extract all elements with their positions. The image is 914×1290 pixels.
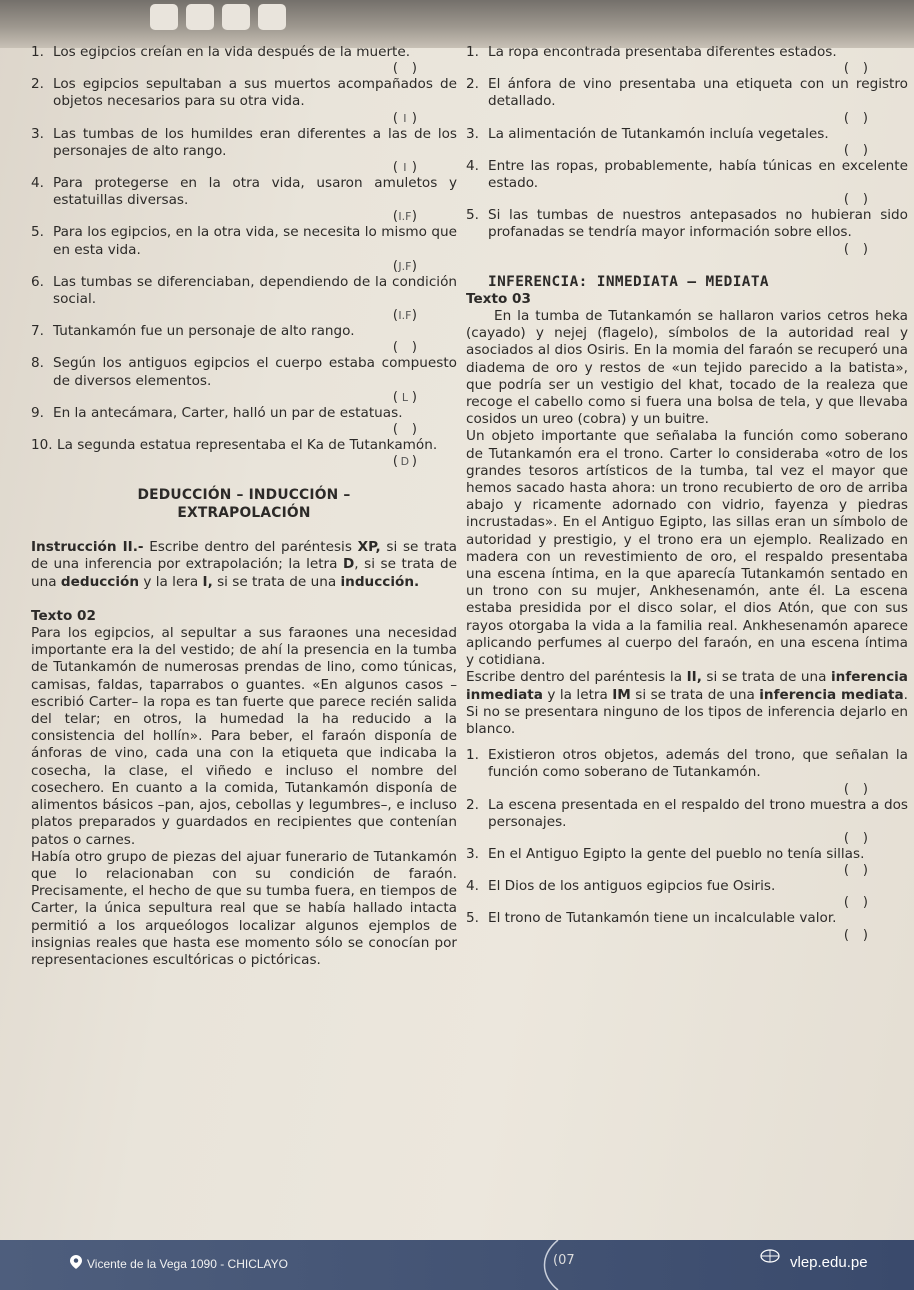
item-text: Tutankamón fue un personaje de alto rango. xyxy=(53,323,355,340)
item-text: La alimentación de Tutankamón incluía vegetales. xyxy=(488,125,829,142)
item-number: 5. xyxy=(466,207,479,224)
item-text: La segunda estatua representaba el Ka de Tutankamón. xyxy=(57,437,438,454)
paren-open: ( xyxy=(843,830,849,846)
paren-close: ) xyxy=(411,422,417,438)
paren-close: ) xyxy=(411,209,417,225)
list-item xyxy=(466,126,908,158)
instruction-text: Escribe dentro del paréntesis la xyxy=(466,669,687,686)
list-item xyxy=(31,126,457,175)
paren-open: ( xyxy=(843,61,849,77)
handwritten-answer: I.F xyxy=(398,309,412,323)
instruction-2 xyxy=(31,539,457,591)
paren-close: ) xyxy=(411,160,417,176)
item-text: Existieron otros objetos, además del trono, que señalan la función como soberano de Tutankamón. xyxy=(488,747,908,781)
paren-open: ( xyxy=(392,308,398,324)
paren-close: ) xyxy=(411,61,417,77)
item-number: 3. xyxy=(31,125,44,142)
item-text: El ánfora de vino presentaba una etiqueta con un registro detallado. xyxy=(488,76,908,110)
handwritten-answer: J.F xyxy=(398,259,412,273)
list-item xyxy=(31,175,457,224)
paren-open: ( xyxy=(392,110,398,126)
item-text: El trono de Tutankamón tiene un incalculable valor. xyxy=(488,910,837,927)
list-item xyxy=(466,76,908,125)
item-text: En el Antiguo Egipto la gente del pueblo no tenía sillas. xyxy=(488,845,865,862)
paren-open: ( xyxy=(843,863,849,879)
answer-blank[interactable] xyxy=(466,895,908,910)
instruction-code-im: IM xyxy=(612,686,631,703)
item-number: 4. xyxy=(31,175,44,192)
item-number: 3. xyxy=(466,125,479,142)
instruction-term-induccion: inducción. xyxy=(340,573,420,590)
list-item xyxy=(31,44,457,76)
paren-open: ( xyxy=(392,340,398,356)
instruction-text: si se trata de una xyxy=(630,686,760,703)
paren-close: ) xyxy=(862,781,868,797)
header-banner xyxy=(0,0,914,48)
instruction-3 xyxy=(466,669,908,738)
list-item xyxy=(466,846,908,878)
answer-blank[interactable] xyxy=(466,928,908,943)
paren-open: ( xyxy=(843,895,849,911)
location-pin-icon xyxy=(70,1255,82,1269)
paren-open: ( xyxy=(392,258,398,274)
list-item xyxy=(31,76,457,125)
list-item xyxy=(31,323,457,355)
list-item xyxy=(466,158,908,207)
page-number: (07 xyxy=(553,1253,575,1268)
item-number: 9. xyxy=(31,404,44,421)
item-text: La escena presentada en el respaldo del trono muestra a dos personajes. xyxy=(488,796,908,830)
item-text: Para los egipcios, en la otra vida, se necesita lo mismo que en esta vida. xyxy=(53,224,457,258)
paren-open: ( xyxy=(392,422,398,438)
paren-open: ( xyxy=(843,142,849,158)
inference-list-2 xyxy=(466,44,908,257)
item-number: 1. xyxy=(31,44,44,60)
paren-close: ) xyxy=(411,308,417,324)
paren-open: ( xyxy=(392,160,398,176)
instruction-code-i: I, xyxy=(202,573,213,590)
right-column xyxy=(466,44,908,943)
paren-open: ( xyxy=(392,209,398,225)
paren-close: ) xyxy=(411,340,417,356)
instruction-code-xp: XP, xyxy=(357,539,381,556)
item-text: Para protegerse en la otra vida, usaron amuletos y estatuillas diversas. xyxy=(53,175,457,209)
item-number: 2. xyxy=(31,76,44,93)
section-title-line-2: EXTRAPOLACIÓN xyxy=(177,505,311,522)
answer-blank[interactable] xyxy=(31,61,457,76)
instruction-code-ii: II, xyxy=(686,669,702,686)
instruction-text: si se trata de una inferencia por extrapolación; la letra xyxy=(31,539,457,573)
inference-list-3 xyxy=(466,747,908,942)
footer-website[interactable]: vlep.edu.pe xyxy=(790,1254,868,1271)
paren-close: ) xyxy=(411,258,417,274)
instruction-text: Escribe dentro del paréntesis xyxy=(143,539,358,556)
handwritten-answer: I.F xyxy=(398,210,412,224)
instruction-term-mediata: inferencia mediata xyxy=(759,686,904,703)
paren-close: ) xyxy=(862,863,868,879)
section-title-deduccion xyxy=(31,486,457,522)
texto-03-paragraph-1: En la tumba de Tutankamón se hallaron varios cetros heka (cayado) y nejej (flagelo), símbolos de la autoridad real y asociados al dios Osiris. En la momia del faraón se recuperó una diadema de oro y restos de «un tejido parecido a la batista», que podría ser un vestigio del khat, tocado de la realeza que recoge el cabello como si fuera una bolsa de tela, y que llevaba cosidos un ureo (cobra) y un buitre. xyxy=(466,308,908,428)
item-number: 2. xyxy=(466,76,479,93)
answer-blank[interactable] xyxy=(466,143,908,158)
paren-open: ( xyxy=(843,192,849,208)
answer-blank[interactable] xyxy=(31,454,457,469)
instruction-text: y la letra xyxy=(542,686,613,703)
list-item xyxy=(466,747,908,796)
handwritten-answer: D xyxy=(400,455,410,469)
instruction-label: Instrucción II.- xyxy=(31,539,144,556)
paren-open: ( xyxy=(843,781,849,797)
paren-open: ( xyxy=(392,61,398,77)
texto-03-title: Texto 03 xyxy=(466,290,531,307)
list-item xyxy=(466,797,908,846)
answer-blank[interactable] xyxy=(31,390,457,405)
answer-blank[interactable] xyxy=(466,831,908,846)
answer-blank[interactable] xyxy=(466,111,908,126)
item-text: Los egipcios creían en la vida después de la muerte. xyxy=(53,44,411,60)
item-number: 1. xyxy=(466,44,479,60)
section-title-line-1: DEDUCCIÓN – INDUCCIÓN – xyxy=(137,487,351,504)
answer-blank[interactable] xyxy=(466,242,908,257)
texto-02-title: Texto 02 xyxy=(31,607,96,624)
answer-blank[interactable] xyxy=(466,192,908,207)
instruction-text: si se trata de una xyxy=(701,669,832,686)
answer-blank[interactable] xyxy=(31,111,457,126)
paren-close: ) xyxy=(862,192,868,208)
item-text: Las tumbas de los humildes eran diferentes a las de los personajes de alto rango. xyxy=(53,125,457,159)
list-item xyxy=(466,207,908,256)
list-item xyxy=(466,44,908,76)
item-text: La ropa encontrada presentaba diferentes estados. xyxy=(488,44,837,60)
left-column xyxy=(31,44,457,969)
item-number: 1. xyxy=(466,747,479,764)
texto-03-paragraph-2: Un objeto importante que señalaba la función como soberano de Tutankamón era el trono. Carter lo consideraba «otro de los grandes tesoros artísticos de la tumba, tal vez el mayor que hemos sacado hasta ahora: un trono recubierto de oro de arriba abajo y ricamente adornado con vidrio, fayenza y piedras incrustadas». En el Antiguo Egipto, las sillas eran un símbolo de autoridad y prestigio, y el trono era un ejemplo. Realizado en madera con un revestimiento de oro, el respaldo presentaba una escena íntima, en la que aparecía Tutankamón sentado en un trono con su mujer, Ankhesenamón, ante él. La escena estaba presidida por el disco solar, el dios Atón, que con sus rayos otorgaba la vida a la familia real. Ankhesenamón aparece aplicando perfumes al cuerpo del faraón, en una escena íntima y cotidiana. xyxy=(466,428,908,669)
list-item xyxy=(31,274,457,323)
handwritten-answer: I xyxy=(403,161,407,175)
inference-list-1 xyxy=(31,44,457,469)
instruction-term-inmediata: inferencia inmediata xyxy=(466,669,908,703)
answer-blank[interactable] xyxy=(31,160,457,175)
paren-open: ( xyxy=(392,389,398,405)
instruction-code-d: D xyxy=(343,556,355,573)
texto-02-paragraph-1: Para los egipcios, al sepultar a sus faraones una necesidad importante era la del vestido; de ahí la presencia en la tumba de Tutankamón de numerosas prendas de lino, como túnicas, camisas, faldas, taparrabos o guantes. «En algunos casos –escribió Carter– la ropa es tan fuerte que parece recién salida del telar; en otros, la humedad la ha reducido a la consistencia del hollín». Para beber, el faraón disponía de ánforas de vino, cada una con la etiqueta que indicaba la cosecha, la clase, el viñedo e incluso el nombre del cosechero. En cuanto a la comida, Tutankamón disponía de alimentos básicos –pan, ajos, cebollas y legumbres–, e incluso platos preparados y guardados en recipientes que contenían patos o carnes. xyxy=(31,625,457,848)
list-item xyxy=(31,437,457,469)
answer-blank[interactable] xyxy=(31,308,457,323)
list-item xyxy=(31,355,457,404)
instruction-text: si se trata de una xyxy=(212,573,341,590)
paren-close: ) xyxy=(862,110,868,126)
item-text: Las tumbas se diferenciaban, dependiendo de la condición social. xyxy=(53,273,457,308)
answer-blank[interactable] xyxy=(466,863,908,878)
texto-02-paragraph-2: Había otro grupo de piezas del ajuar funerario de Tutankamón que lo relacionaban con su condición de faraón. Precisamente, el hecho de que su tumba fuera, en tiempos de Carter, la única sepultura real que se había hallado intacta permitió a los arqueólogos localizar algunos ejemplos de insignias reales que hasta ese momento sólo se conocían por representaciones escultóricas o pictóricas. xyxy=(31,848,457,968)
item-number: 7. xyxy=(31,323,44,340)
handwritten-answer: I xyxy=(403,111,407,125)
footer xyxy=(0,1240,914,1290)
answer-blank[interactable] xyxy=(31,209,457,224)
item-number: 4. xyxy=(466,157,479,174)
item-text: En la antecámara, Carter, halló un par de estatuas. xyxy=(53,404,403,421)
instruction-text: . Si no se presentara ninguno de los tipos de inferencia dejarlo en blanco. xyxy=(466,686,908,737)
paren-close: ) xyxy=(862,830,868,846)
paren-open: ( xyxy=(392,454,398,470)
instruction-term-deduccion: deducción xyxy=(60,573,140,590)
answer-blank[interactable] xyxy=(31,422,457,437)
item-number: 6. xyxy=(31,273,44,290)
list-item xyxy=(466,878,908,910)
answer-blank[interactable] xyxy=(466,61,908,76)
answer-blank[interactable] xyxy=(31,340,457,355)
item-number: 10. xyxy=(31,437,53,454)
item-number: 3. xyxy=(466,845,479,862)
item-text: Según los antiguos egipcios el cuerpo estaba compuesto de diversos elementos. xyxy=(53,355,457,389)
paren-close: ) xyxy=(862,927,868,943)
item-number: 2. xyxy=(466,796,479,813)
item-number: 5. xyxy=(31,224,44,241)
paren-close: ) xyxy=(411,110,417,126)
paren-open: ( xyxy=(843,927,849,943)
paren-open: ( xyxy=(843,241,849,257)
handwritten-answer: L xyxy=(401,390,408,404)
globe-logo-icon xyxy=(760,1249,780,1263)
footer-address: Vicente de la Vega 1090 - CHICLAYO xyxy=(87,1257,289,1271)
paren-close: ) xyxy=(862,895,868,911)
paren-open: ( xyxy=(843,110,849,126)
list-item xyxy=(31,405,457,437)
answer-blank[interactable] xyxy=(466,782,908,797)
answer-blank[interactable] xyxy=(31,259,457,274)
paren-close: ) xyxy=(411,454,417,470)
list-item xyxy=(466,910,908,942)
paren-close: ) xyxy=(411,389,417,405)
instruction-text: y la lera xyxy=(139,573,203,590)
paren-close: ) xyxy=(862,61,868,77)
item-number: 8. xyxy=(31,355,44,372)
item-text: Los egipcios sepultaban a sus muertos acompañados de objetos necesarios para su otra vida. xyxy=(53,76,457,110)
instruction-text: , si se trata de una xyxy=(31,556,457,590)
item-text: El Dios de los antiguos egipcios fue Osiris. xyxy=(488,878,776,895)
list-item xyxy=(31,224,457,273)
item-number: 4. xyxy=(466,878,479,895)
item-text: Entre las ropas, probablemente, había túnicas en excelente estado. xyxy=(488,157,908,192)
item-number: 5. xyxy=(466,910,479,927)
section-title-inferencia: INFERENCIA: INMEDIATA – MEDIATA xyxy=(488,273,769,290)
paren-close: ) xyxy=(862,241,868,257)
paren-close: ) xyxy=(862,142,868,158)
item-text: Si las tumbas de nuestros antepasados no hubieran sido profanadas se tendría mayor información sobre ellos. xyxy=(488,207,908,241)
